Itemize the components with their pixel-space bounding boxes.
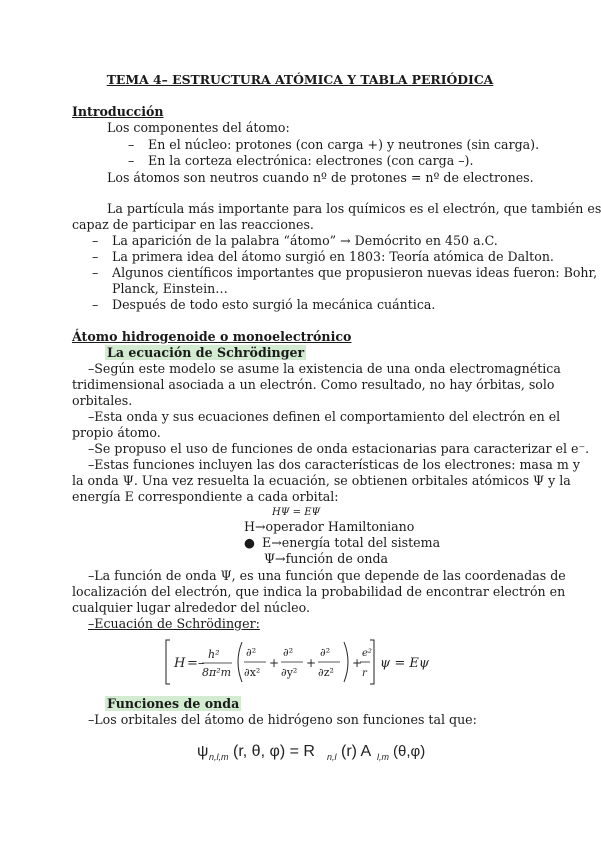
svg-text:e²: e² xyxy=(362,648,372,659)
svg-text:8π²m: 8π²m xyxy=(202,666,232,679)
dash-bullet: – xyxy=(92,297,99,312)
svg-text:+: + xyxy=(306,656,317,670)
paragraph-line: –Estas funciones incluyen las dos características de los electrones: masa m y xyxy=(88,457,580,472)
bullet-dot: ● xyxy=(244,535,255,550)
svg-text:r: r xyxy=(362,668,367,679)
svg-text:l,m: l,m xyxy=(377,752,389,762)
svg-text:(θ,φ): (θ,φ) xyxy=(393,743,426,760)
svg-text:+: + xyxy=(269,656,280,670)
intro-line: Los átomos son neutros cuando nº de protones = nº de electrones. xyxy=(107,170,534,185)
list-item xyxy=(128,137,539,153)
subheading xyxy=(105,696,241,712)
list-item xyxy=(92,249,554,265)
svg-text:∂²: ∂² xyxy=(320,646,331,659)
dash-bullet: – xyxy=(92,249,99,264)
list-item-text: Algunos científicos importantes que propusieron nuevas ideas fueron: Bohr, xyxy=(112,265,598,280)
definition-line: Ψ→función de onda xyxy=(264,551,389,566)
list-item-continuation: Planck, Einstein… xyxy=(112,281,228,296)
page-title: TEMA 4– ESTRUCTURA ATÓMICA Y TABLA PERIÓDICA xyxy=(106,72,494,87)
svg-text:h²: h² xyxy=(208,648,220,661)
subheading-text: La ecuación de Schrödinger xyxy=(107,345,305,360)
intro-line: Los componentes del átomo: xyxy=(107,120,290,135)
svg-text:∂²: ∂² xyxy=(246,646,257,659)
svg-text:=–: =– xyxy=(187,656,205,671)
paragraph-line: –Se propuso el uso de funciones de onda estacionarias para caracterizar el e⁻. xyxy=(88,441,590,456)
svg-text:∂z²: ∂z² xyxy=(318,666,334,679)
list-item xyxy=(92,233,498,249)
list-item xyxy=(92,297,435,313)
list-item-text: En el núcleo: protones (con carga +) y neutrones (sin carga). xyxy=(148,137,540,152)
svg-text:(r) A: (r) A xyxy=(341,743,372,760)
section-heading: Átomo hidrogenoide o monoelectrónico xyxy=(72,329,352,344)
svg-text:n,l: n,l xyxy=(327,752,337,762)
paragraph-line: energía E correspondiente a cada orbital: xyxy=(72,489,339,504)
definition-line xyxy=(244,535,440,551)
paragraph-line: tridimensional asociada a un electrón. Como resultado, no hay órbitas, solo xyxy=(72,377,555,392)
dash-bullet: – xyxy=(128,137,135,152)
dash-bullet: – xyxy=(128,153,135,168)
svg-text:H: H xyxy=(174,656,186,671)
svg-text:∂y²: ∂y² xyxy=(281,666,298,679)
paragraph-line: propio átomo. xyxy=(72,425,161,440)
subheading-text: Funciones de onda xyxy=(107,696,240,711)
svg-text:ψ = Eψ: ψ = Eψ xyxy=(380,656,430,671)
schrodinger-equation xyxy=(164,638,430,689)
list-item xyxy=(128,153,473,169)
paragraph-line: –La función de onda Ψ, es una función que depende de las coordenadas de xyxy=(88,568,566,583)
paragraph-line: orbitales. xyxy=(72,393,133,408)
dash-bullet: – xyxy=(92,233,99,248)
svg-text:ψ: ψ xyxy=(197,743,209,760)
paragraph-line: La partícula más importante para los químicos es el electrón, que también es xyxy=(107,201,601,216)
paragraph-line: –Según este modelo se asume la existencia de una onda electromagnética xyxy=(88,361,561,376)
list-item-text: Después de todo esto surgió la mecánica cuántica. xyxy=(112,297,436,312)
paragraph-line: cualquier lugar alrededor del núcleo. xyxy=(72,600,310,615)
svg-text:+: + xyxy=(352,656,363,670)
list-item-text: En la corteza electrónica: electrones (con carga –). xyxy=(148,153,474,168)
paragraph-line: localización del electrón, que indica la probabilidad de encontrar electrón en xyxy=(72,584,566,599)
paragraph-line: capaz de participar en las reacciones. xyxy=(72,217,314,232)
dash-bullet: – xyxy=(92,265,99,280)
svg-text:∂²: ∂² xyxy=(283,646,294,659)
definition-line: H→operador Hamiltoniano xyxy=(244,519,415,534)
list-item-text: La aparición de la palabra “átomo” → Demócrito en 450 a.C. xyxy=(112,233,498,248)
paragraph-line: –Esta onda y sus ecuaciones definen el comportamiento del electrón en el xyxy=(88,409,561,424)
definition-text: E→energía total del sistema xyxy=(262,535,441,550)
equation-label: –Ecuación de Schrödinger: xyxy=(88,616,260,631)
svg-text:n,l,m: n,l,m xyxy=(209,752,229,762)
list-item xyxy=(92,265,597,281)
paragraph-line: –Los orbitales del átomo de hidrógeno son funciones tal que: xyxy=(88,712,477,727)
equation-hpsi: HΨ = EΨ xyxy=(272,507,321,518)
subheading xyxy=(105,345,306,361)
intro-heading: Introducción xyxy=(72,104,164,119)
list-item-text: La primera idea del átomo surgió en 1803: Teoría atómica de Dalton. xyxy=(112,249,554,264)
wavefunction-formula xyxy=(197,738,426,771)
svg-text:(r, θ, φ) = R: (r, θ, φ) = R xyxy=(233,743,315,760)
paragraph-line: la onda Ψ. Una vez resuelta la ecuación, se obtienen orbitales atómicos Ψ y la xyxy=(72,473,571,488)
svg-text:∂x²: ∂x² xyxy=(244,666,261,679)
